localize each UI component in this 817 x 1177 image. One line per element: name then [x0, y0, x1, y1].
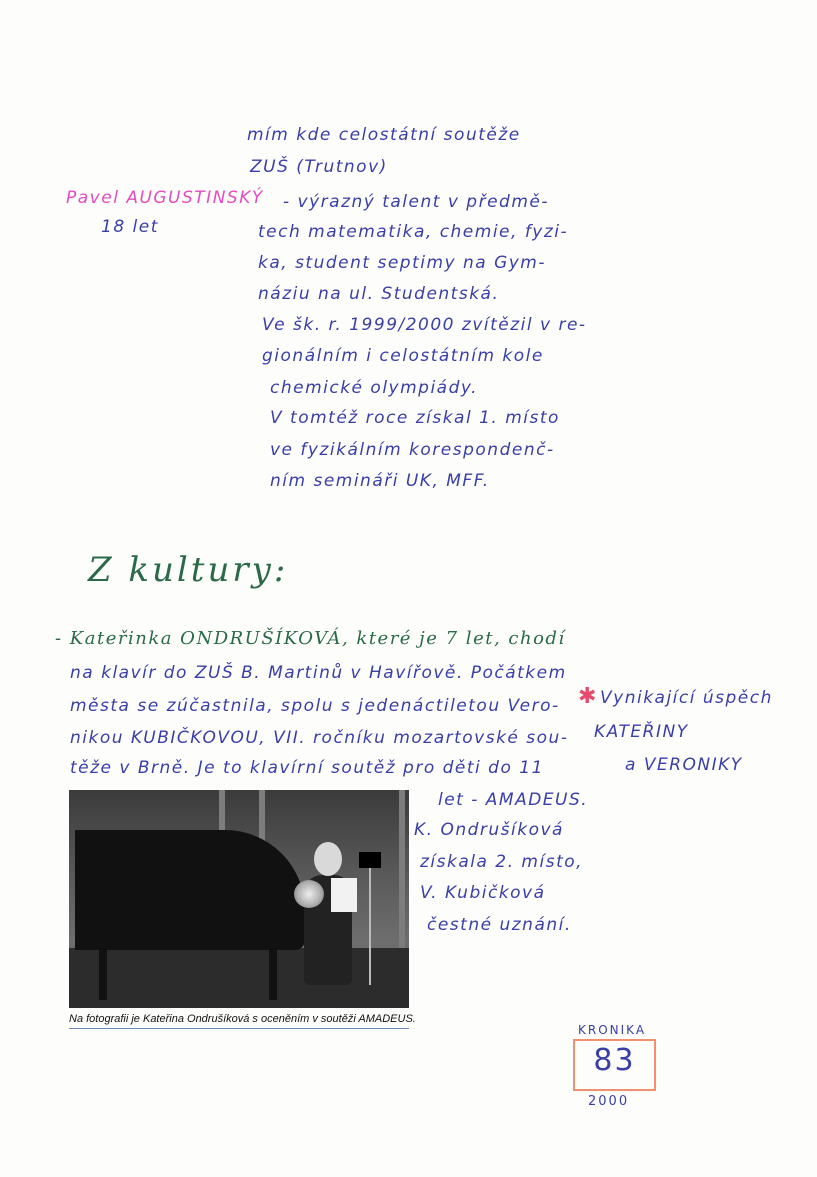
student-name: Pavel AUGUSTINSKÝ: [66, 188, 264, 208]
page-number: 83: [593, 1043, 636, 1078]
upper-text-line: ve fyzikálním korespondenč-: [270, 440, 555, 460]
culture-right-line: V. Kubičková: [420, 883, 546, 903]
culture-right-line: čestné uznání.: [427, 915, 572, 935]
culture-right-line: získala 2. místo,: [420, 852, 584, 872]
culture-line: města se zúčastnila, spolu s jedenáctiletou Vero-: [70, 696, 560, 716]
culture-line: na klavír do ZUŠ B. Martinů v Havířově. Počátkem: [70, 663, 567, 683]
upper-text-line: ním semináři UK, MFF.: [270, 471, 490, 491]
stamp-label: KRONIKA: [578, 1023, 647, 1037]
caption-divider: [69, 1028, 409, 1029]
photo-caption: Na fotografii je Kateřina Ondrušíková s oceněním v soutěži AMADEUS.: [69, 1013, 416, 1025]
asterisk-icon: ✱: [578, 684, 597, 709]
piano-photo: [69, 790, 409, 1008]
upper-text-line: - výrazný talent v předmě-: [283, 192, 549, 212]
upper-line-2: ZUŠ (Trutnov): [250, 157, 388, 177]
student-age: 18 let: [101, 217, 159, 237]
upper-text-line: náziu na ul. Studentská.: [258, 284, 500, 304]
side-note-line: a VERONIKY: [625, 755, 743, 775]
upper-text-line: tech matematika, chemie, fyzi-: [258, 222, 569, 242]
stamp-year: 2000: [588, 1094, 630, 1109]
section-heading: Z kultury:: [88, 550, 289, 590]
upper-text-line: chemické olympiády.: [270, 378, 479, 398]
culture-line: těže v Brně. Je to klavírní soutěž pro děti do 11: [70, 758, 544, 778]
upper-text-line: ka, student septimy na Gym-: [258, 253, 547, 273]
side-note-line: KATEŘINY: [594, 722, 689, 742]
culture-right-line: K. Ondrušíková: [414, 820, 564, 840]
upper-line-1: mím kde celostátní soutěže: [247, 125, 521, 145]
upper-text-line: gionálním i celostátním kole: [262, 346, 544, 366]
culture-line: - Kateřinka ONDRUŠÍKOVÁ, které je 7 let, chodí: [55, 628, 566, 649]
upper-text-line: V tomtéž roce získal 1. místo: [270, 408, 560, 428]
upper-text-line: Ve šk. r. 1999/2000 zvítězil v re-: [262, 315, 587, 335]
culture-right-line: let - AMADEUS.: [438, 790, 589, 810]
culture-line: nikou KUBIČKOVOU, VII. ročníku mozartovské sou-: [70, 728, 569, 748]
side-note-line: Vynikající úspěch: [600, 688, 773, 708]
